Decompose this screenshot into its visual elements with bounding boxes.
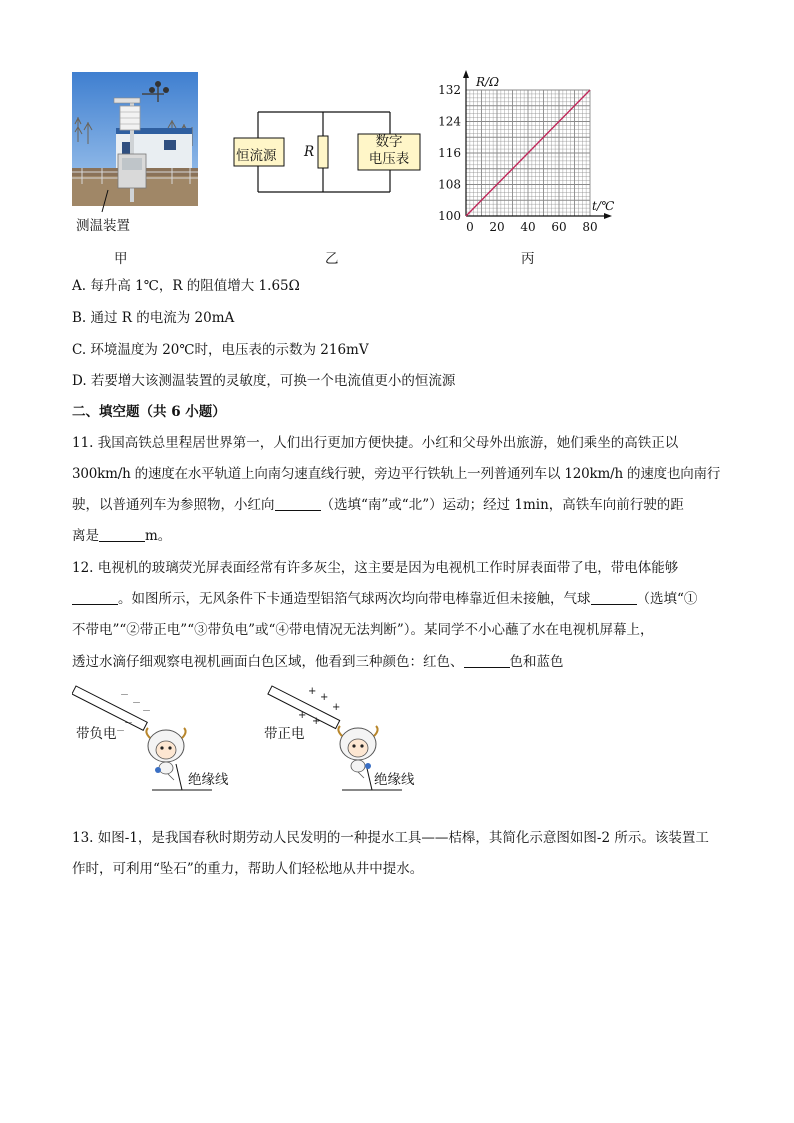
- y-tick-label: 124: [438, 114, 461, 129]
- plus-sign-3: +: [332, 702, 341, 713]
- y-tick-label: 116: [438, 146, 461, 160]
- q12-line4-text-a: 透过水滴仔细观察电视机画面白色区域，他看到三种颜色：红色、: [72, 654, 464, 670]
- resistance-temperature-chart: [430, 62, 630, 238]
- option-c: C. 环境温度为 20℃时，电压表的示数为 216mV: [72, 342, 369, 358]
- figure-caption-yi: 乙: [325, 251, 339, 267]
- q12-blank-1[interactable]: [72, 590, 118, 605]
- sheep-balloon-icon: [338, 726, 377, 778]
- plus-sign-2: +: [320, 692, 329, 703]
- q12-line2-text-a: 。如图所示，无风条件下卡通造型铝箔气球两次均向带电棒靠近但未接触，气球: [118, 591, 591, 607]
- q12-line4: [72, 652, 564, 672]
- x-tick-label: 20: [489, 220, 505, 234]
- q12-line3: 不带电”“②带正电”“③带负电”或“④带电情况无法判断”）。某同学不小心蘸了水在电视机屏幕上，: [72, 622, 654, 638]
- voltmeter-label: [358, 134, 420, 168]
- section-title: 二、填空题（共 6 小题）: [72, 404, 226, 420]
- plus-sign-1: +: [308, 686, 317, 697]
- option-a: A. 每升高 1℃，R 的阻值增大 1.65Ω: [72, 278, 300, 294]
- minus-sign-4: －: [124, 719, 134, 729]
- figure-bing: [430, 62, 630, 238]
- q12-blank-3[interactable]: [464, 653, 510, 668]
- x-tick-label: 40: [520, 220, 536, 234]
- q12-line4-text-b: 色和蓝色: [509, 654, 564, 670]
- x-axis-arrow: [604, 213, 612, 219]
- option-d: D. 若要增大该测温装置的灵敏度，可换一个电流值更小的恒流源: [72, 373, 456, 389]
- q13-line2: 作时，可利用“坠石”的重力，帮助人们轻松地从井中提水。: [72, 861, 424, 877]
- q13-line1: 13. 如图-1，是我国春秋时期劳动人民发明的一种提水工具——桔槔，其简化示意图如图-2 所示。该装置工: [72, 830, 709, 846]
- q11-line3-text-a: 驶，以普通列车为参照物，小红向: [72, 497, 275, 513]
- figure-caption-jia: 甲: [114, 251, 128, 267]
- q11-line1: 11. 我国高铁总里程居世界第一，人们出行更加方便快捷。小红和父母外出旅游，她们乘坐的高铁正以: [72, 435, 679, 451]
- y-tick-label: 132: [438, 83, 461, 97]
- q12-figure-negative: [72, 678, 252, 818]
- minus-sign-3: －: [142, 707, 152, 717]
- voltmeter-label-line2: 电压表: [368, 151, 410, 167]
- q11-line3: [72, 495, 684, 515]
- q12-blank-2[interactable]: [591, 590, 637, 605]
- plus-sign-4: +: [298, 710, 307, 721]
- pointer-line: [72, 72, 198, 232]
- q11-line4-text-a: 离是: [72, 528, 99, 544]
- minus-sign-1: －: [120, 691, 130, 701]
- x-tick-label: 0: [466, 220, 474, 234]
- sheep-balloon-icon: [146, 728, 185, 780]
- negative-label: 带负电: [76, 726, 117, 742]
- figure-jia: [72, 72, 198, 232]
- q11-blank-2[interactable]: [99, 527, 145, 542]
- figure-caption-bing: 丙: [521, 251, 535, 267]
- q12-line1: 12. 电视机的玻璃荧光屏表面经常有许多灰尘，这主要是因为电视机工作时屏表面带了电，带电体能够: [72, 560, 679, 576]
- y-axis-arrow: [463, 70, 469, 78]
- q11-line4-text-b: m。: [145, 528, 172, 544]
- positive-rod-diagram: [262, 678, 442, 818]
- minus-sign-2: －: [132, 699, 142, 709]
- photo-label: 测温装置: [76, 218, 130, 234]
- plus-sign-5: +: [312, 716, 321, 727]
- y-tick-label: 100: [438, 209, 461, 223]
- voltmeter-label-line1: 数字: [375, 134, 403, 150]
- q11-line3-text-b: （选填“南”或“北”）运动；经过 1min，高铁车向前行驶的距: [320, 497, 684, 513]
- resistor-label: R: [304, 144, 315, 160]
- resistor-symbol: [318, 136, 328, 168]
- insulator-label-right: 绝缘线: [374, 772, 415, 788]
- source-label: 恒流源: [236, 148, 277, 164]
- q12-figure-positive: [262, 678, 442, 818]
- q12-line2: [72, 589, 697, 609]
- negative-rod-diagram: [72, 678, 252, 818]
- figure-yi: [230, 108, 430, 198]
- minus-sign-5: －: [116, 727, 126, 737]
- x-axis-label: t/℃: [592, 199, 615, 213]
- positive-label: 带正电: [264, 726, 305, 742]
- insulator-label-left: 绝缘线: [188, 772, 229, 788]
- q12-line2-text-b: （选填“①: [636, 591, 698, 607]
- y-tick-label: 108: [438, 177, 461, 192]
- q11-line4: [72, 526, 171, 546]
- x-tick-label: 60: [551, 220, 567, 234]
- option-b: B. 通过 R 的电流为 20mA: [72, 310, 235, 326]
- q11-blank-1[interactable]: [275, 496, 321, 511]
- y-axis-label: R/Ω: [476, 75, 500, 89]
- q11-line2: 300km/h 的速度在水平轨道上向南匀速直线行驶，旁边平行铁轨上一列普通列车以 120km/h 的速度也向南行: [72, 466, 721, 482]
- x-tick-label: 80: [582, 220, 598, 234]
